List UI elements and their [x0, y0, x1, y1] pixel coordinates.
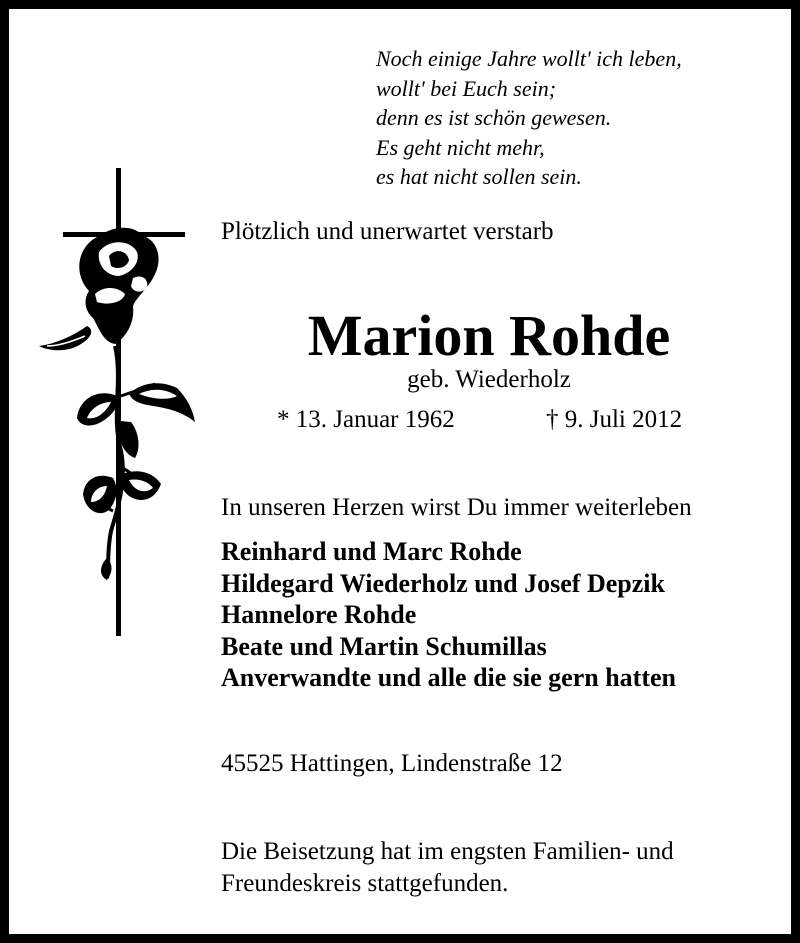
mourner-line: Reinhard und Marc Rohde	[221, 537, 522, 566]
mourner-line: Anverwandte und alle die sie gern hatten	[221, 663, 676, 692]
birth-date: * 13. Januar 1962	[277, 406, 455, 433]
mourner-line: Hildegard Wiederholz und Josef Depzik	[221, 568, 665, 598]
poem	[376, 44, 776, 192]
burial-note-line: Freundeskreis stattgefunden.	[221, 870, 509, 897]
burial-note	[221, 836, 674, 900]
address: 45525 Hattingen, Lindenstraße 12	[221, 750, 563, 777]
deceased-name: Marion Rohde	[307, 303, 671, 368]
mourners-list	[221, 536, 676, 694]
poem-line: Noch einige Jahre wollt' ich leben,	[376, 46, 682, 71]
poem-line: es hat nicht sollen sein.	[376, 164, 582, 189]
cross-with-rose-icon	[37, 166, 197, 641]
death-date: † 9. Juli 2012	[546, 406, 683, 433]
mourner-line: Beate und Martin Schumillas	[221, 631, 547, 661]
motto-text: In unseren Herzen wirst Du immer weiterleben	[221, 494, 692, 521]
maiden-name: geb. Wiederholz	[407, 366, 571, 393]
poem-line: denn es ist schön gewesen.	[376, 105, 612, 130]
intro-text: Plötzlich und unerwartet verstarb	[221, 218, 554, 245]
mourner-line: Hannelore Rohde	[221, 600, 417, 629]
burial-note-line: Die Beisetzung hat im engsten Familien- und	[221, 838, 674, 865]
poem-line: Es geht nicht mehr,	[376, 134, 545, 160]
poem-line: wollt' bei Euch sein;	[376, 75, 557, 101]
